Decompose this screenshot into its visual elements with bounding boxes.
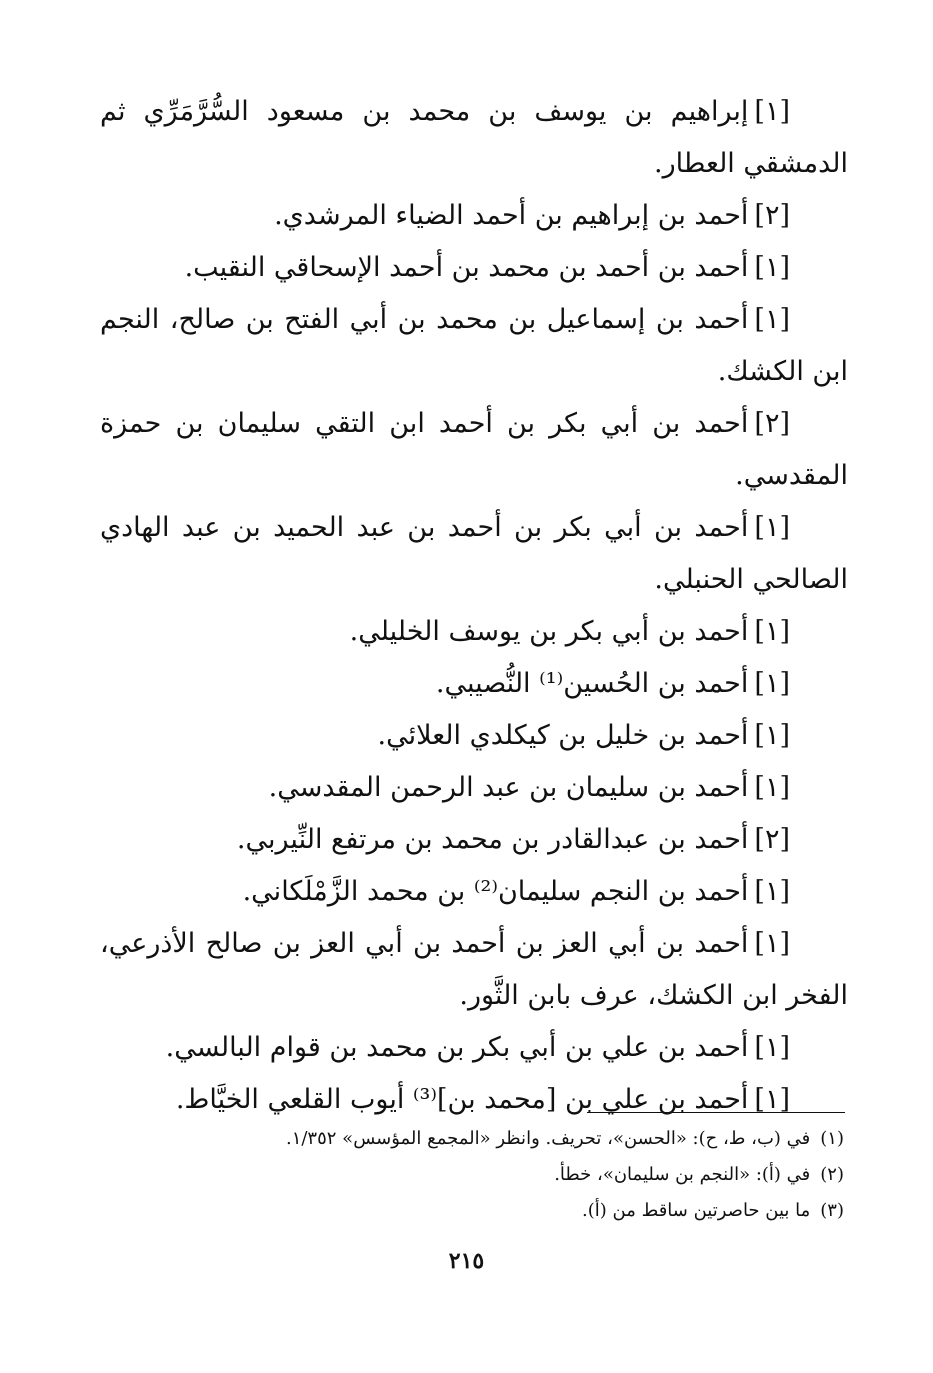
- list-item: [100, 1074, 848, 1126]
- list-item: [100, 86, 848, 190]
- entry-number: [١]: [754, 1084, 790, 1115]
- entry-number: [١]: [754, 252, 790, 283]
- entry-number: [٢]: [754, 408, 790, 439]
- list-item: [100, 1022, 848, 1074]
- entry-text: إبراهيم بن يوسف بن محمد بن مسعود السُّرَّمَرِّي ثم الدمشقي العطار.: [100, 96, 848, 179]
- footnote: [150, 1157, 844, 1193]
- list-item: [100, 502, 848, 606]
- entry-number: [١]: [754, 928, 790, 959]
- entry-text: أحمد بن عبدالقادر بن محمد بن مرتفع النِّيربي.: [236, 824, 749, 855]
- list-item: [100, 242, 848, 294]
- entry-number: [١]: [754, 720, 790, 751]
- list-item: [100, 762, 848, 814]
- footnote-text: في (أ): «النجم بن سليمان»، خطأ.: [554, 1164, 811, 1185]
- entry-text: أحمد بن علي بن [محمد بن]⁽³⁾ أيوب القلعي الخيَّاط.: [175, 1084, 749, 1115]
- entry-number: [١]: [754, 772, 790, 803]
- footnote-number: (٣): [820, 1200, 844, 1221]
- entries-list: [100, 86, 848, 1126]
- footnote-number: (٢): [820, 1164, 844, 1185]
- list-item: [100, 294, 848, 398]
- entry-text: أحمد بن إسماعيل بن محمد بن أبي الفتح بن صالح، النجم ابن الكشك.: [100, 304, 848, 387]
- entry-text: أحمد بن سليمان بن عبد الرحمن المقدسي.: [268, 772, 749, 803]
- footnote-text: في (ب، ط، ح): «الحسن»، تحريف. وانظر «المجمع المؤسس» ١/٣٥٢.: [285, 1128, 811, 1149]
- entry-number: [١]: [754, 1032, 790, 1063]
- entry-text: أحمد بن خليل بن كيكلدي العلائي.: [377, 720, 749, 751]
- entry-number: [١]: [754, 96, 790, 127]
- entry-text: أحمد بن أبي بكر بن أحمد ابن التقي سليمان بن حمزة المقدسي.: [100, 408, 848, 491]
- list-item: [100, 866, 848, 918]
- entry-number: [١]: [754, 616, 790, 647]
- entry-number: [١]: [754, 668, 790, 699]
- entry-number: [١]: [754, 512, 790, 543]
- list-item: [100, 606, 848, 658]
- entry-text: أحمد بن النجم سليمان⁽²⁾ بن محمد الزَّمْلَكاني.: [242, 876, 749, 907]
- entry-number: [١]: [754, 304, 790, 335]
- list-item: [100, 190, 848, 242]
- entry-text: أحمد بن علي بن أبي بكر بن محمد بن قوام البالسي.: [165, 1032, 749, 1063]
- footnote-number: (١): [820, 1128, 844, 1149]
- footnote: [150, 1121, 844, 1157]
- list-item: [100, 658, 848, 710]
- footnote-divider: [587, 1112, 845, 1113]
- footnote: [150, 1193, 844, 1229]
- entry-number: [١]: [754, 876, 790, 907]
- entry-text: أحمد بن إبراهيم بن أحمد الضياء المرشدي.: [274, 200, 749, 231]
- list-item: [100, 814, 848, 866]
- list-item: [100, 710, 848, 762]
- entry-number: [٢]: [754, 824, 790, 855]
- entry-text: أحمد بن أحمد بن محمد بن أحمد الإسحاقي النقيب.: [184, 252, 749, 283]
- entry-number: [٢]: [754, 200, 790, 231]
- entry-text: أحمد بن أبي بكر بن يوسف الخليلي.: [349, 616, 749, 647]
- page-number: ٢١٥: [448, 1248, 485, 1274]
- list-item: [100, 398, 848, 502]
- list-item: [100, 918, 848, 1022]
- entry-text: أحمد بن أبي بكر بن أحمد بن عبد الحميد بن عبد الهادي الصالحي الحنبلي.: [100, 512, 848, 595]
- entry-text: أحمد بن أبي العز بن أحمد بن أبي العز بن صالح الأذرعي، الفخر ابن الكشك، عرف بابن الثَّور.: [100, 928, 848, 1011]
- footnotes-section: [150, 1121, 844, 1229]
- footnote-text: ما بين حاصرتين ساقط من (أ).: [582, 1200, 811, 1221]
- entry-text: أحمد بن الحُسين⁽¹⁾ النُّصيبي.: [435, 668, 749, 699]
